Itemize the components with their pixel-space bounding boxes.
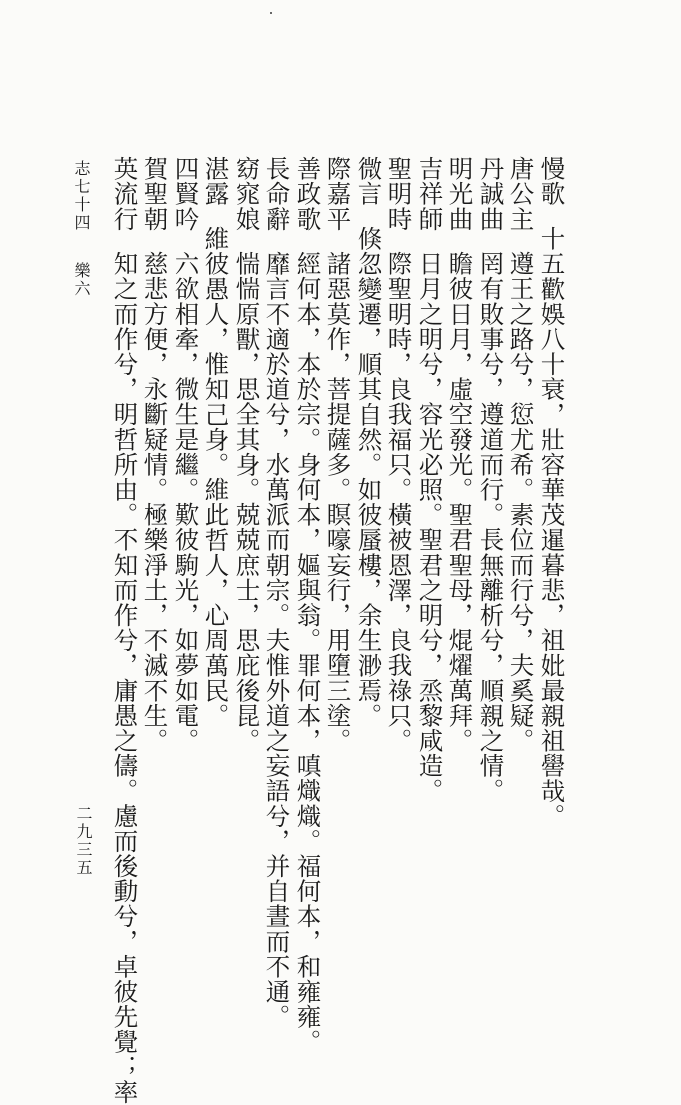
song-text: 惴惴原獸，思全其身。兢兢庶士，思庇後昆。: [232, 251, 262, 754]
song-text: 罔有敗事兮，遵道而行。長無離析兮，順親之情。: [476, 251, 506, 804]
song-text: 倏忽變遷，順其自然。如彼蜃樓，余生渺焉。: [354, 226, 384, 729]
song-column: [476, 156, 506, 804]
song-column: [537, 156, 567, 829]
song-column: [171, 156, 201, 754]
song-column: [354, 156, 384, 729]
song-title: 唐公主: [506, 156, 536, 232]
song-column: [445, 156, 475, 754]
song-text: 維彼愚人，惟知己身。維此哲人，心周萬民。: [201, 226, 231, 729]
song-text: 瞻彼日月，虛空發光。聖君聖母，焜燿萬拜。: [445, 251, 475, 754]
song-column: [232, 156, 262, 754]
song-title: 湛露: [201, 156, 231, 207]
chapter-label: 志七十四: [72, 160, 91, 232]
song-text: 際聖明時，良我福只。橫被恩澤，良我祿只。: [384, 251, 414, 754]
song-column: [506, 156, 536, 754]
song-column: [293, 156, 323, 1055]
song-column: [415, 156, 445, 804]
song-column: [323, 156, 353, 754]
song-column: [201, 156, 231, 729]
song-column: [384, 156, 414, 754]
song-column: [140, 156, 170, 754]
page-number: 二九三五: [74, 805, 93, 877]
song-column: [110, 156, 140, 1105]
song-title: 吉祥師: [415, 156, 445, 232]
song-text: 六欲相牽，微生是繼。歎彼駒光，如夢如電。: [171, 251, 201, 754]
volume-label: 樂六: [72, 262, 91, 298]
song-text: 十五歡娛八十衰，壯容華茂暹暮悲，祖妣最親祖嚳哉。: [537, 226, 567, 829]
song-text: 知之而作兮，明哲所由。不知而作兮，庸愚之儔。慮而後動兮，卓彼先覺；率: [110, 251, 140, 1105]
song-text: 慈悲方便，永斷疑情。極樂淨土，不滅不生。: [140, 251, 170, 754]
song-column: [262, 156, 292, 1030]
song-title: 善政歌: [293, 156, 323, 232]
song-title: 窈窕娘: [232, 156, 262, 232]
song-text: 經何本，本於宗。身何本，嫗與翁。罪何本，嗔熾熾。福何本，和雍雍。: [293, 251, 323, 1055]
song-text: 日月之明兮，容光必照。聖君之明兮，烝黎咸造。: [415, 251, 445, 804]
song-title: 丹誠曲: [476, 156, 506, 232]
song-text: 靡言不適於道兮，水萬派而朝宗。夫惟外道之妄語兮，并自晝而不通。: [262, 251, 292, 1030]
song-title: 明光曲: [445, 156, 475, 232]
song-title: 長命辭: [262, 156, 292, 232]
song-title: 四賢吟: [171, 156, 201, 232]
song-text: 遵王之路兮，愆尤希。素位而行兮，夫奚疑。: [506, 251, 536, 754]
chapter-heading: [70, 160, 93, 298]
song-title: 賀聖朝: [140, 156, 170, 232]
scan-speck: [270, 12, 272, 14]
song-title: 微言: [354, 156, 384, 207]
song-title: 英流行: [110, 156, 140, 232]
song-title: 際嘉平: [323, 156, 353, 232]
song-title: 聖明時: [384, 156, 414, 232]
song-title: 慢歌: [537, 156, 567, 207]
song-text: 諸惡莫作，菩提薩多。瞑嚎妄行，用墮三塗。: [323, 251, 353, 754]
